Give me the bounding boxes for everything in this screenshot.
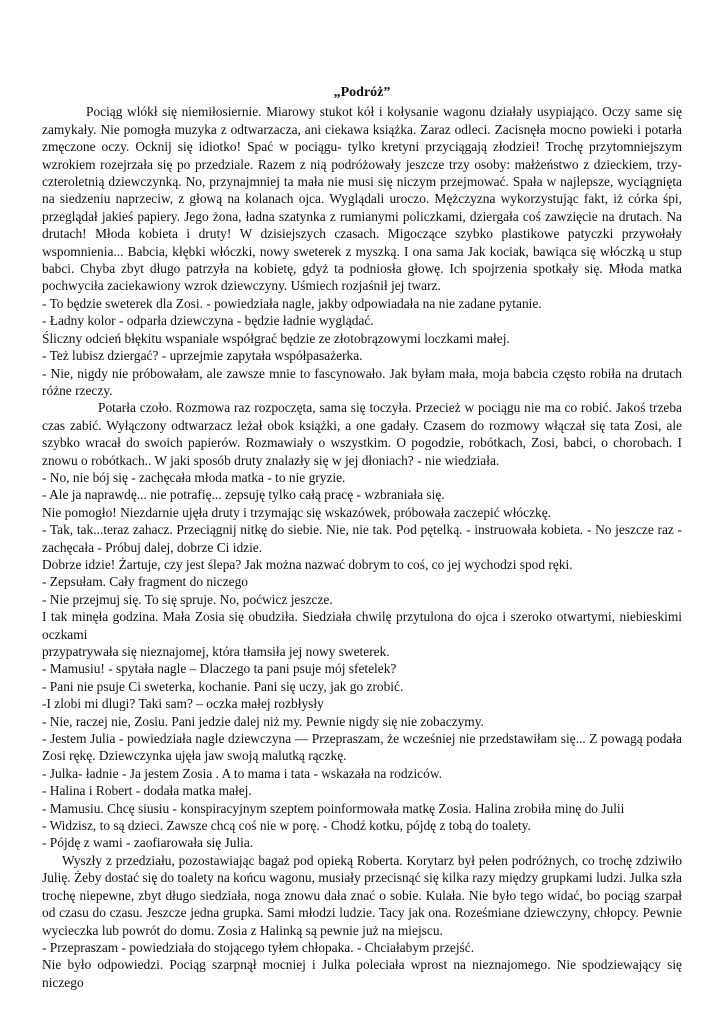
paragraph: Pociąg wlókł się niemiłosiernie. Miarowy stukot kół i kołysanie wagonu działały usypiająco. Oczy same się zamykały. Nie pomogła muzyka z odtwarzacza, ani ciekawa książka. Zaraz odleci. Zacisnęła mocno powieki i potarła zmęczone oczy. Ocknij się idiotko! Spać w pociągu- tylko kretyni przyciągają złodziei! Trochę przytomniejszym wzrokiem rozejrzała się po przedziale. Razem z nią podróżowały jeszcze trzy osoby: małżeństwo z dzieckiem, trzy-czteroletnią dziewczynką. No, przynajmniej ta mała nie musi się niczym przejmować. Spała w najlepsze, wyciągnięta na siedzeniu naprzeciw, z głową na kolanach ojca. Wyglądali uroczo. Mężczyzna wykorzystując fakt, iż córka śpi, przeglądał jakieś papiery. Jego żona, ładna szatynka z rumianymi policzkami, dziergała coś zawzięcie na drutach. Na drutach! Młoda kobieta i druty! W dzisiejszych czasach. Migoczące szybko plastikowe patyczki przywołały wspomnienia... Babcia, kłębki włóczki, nowy sweterek z myszką. I ona sama Jak kociak, bawiąca się włóczką u stup babci. Chyba zbyt długo patrzyła na kobietę, gdyż ta podniosła głowę. Ich spojrzenia spotkały się. Młoda matka pochwyciła zaciekawiony wzrok dziewczyny. Uśmiech rozjaśnił jej twarz. <box>42 104 682 294</box>
paragraph: - Ale ja naprawdę... nie potrafię... zepsuję tylko całą pracę - wzbraniała się. <box>42 487 445 503</box>
paragraph: - Widzisz, to są dzieci. Zawsze chcą coś nie w porę. - Chodź kotku, pójdę z tobą do toalety. <box>42 818 531 834</box>
paragraph: - Halina i Robert - dodała matka małej. <box>42 783 252 799</box>
paragraph: - Mamusiu. Chcę siusiu - konspiracyjnym szeptem poinformowała matkę Zosia. Halina zrobiła minę do Julii <box>42 800 625 816</box>
paragraph: - To będzie sweterek dla Zosi. - powiedziała nagle, jakby odpowiadała na nie zadane pytanie. <box>42 295 542 311</box>
paragraph: Potarła czoło. Rozmowa raz rozpoczęta, sama się toczyła. Przecież w pociągu nie ma co robić. Jakoś trzeba czas zabić. Wyłączony odtwarzacz leżał obok książki, a one gadały. Czasem do rozmowy włączał się tata Zosi, ale szybko wracał do swoich papierów. Rozmawiały o wszystkim. O pogodzie, robótkach, Zosi, babci, o chorobach. I znowu o robótkach.. W jaki sposób druty znalazły się w jej dłoniach? - nie wiedziała. <box>42 400 682 468</box>
paragraph: - Julka- ładnie - Ja jestem Zosia . A to mama i tata - wskazała na rodziców. <box>42 765 442 781</box>
paragraph: - Nie, raczej nie, Zosiu. Pani jedzie dalej niż my. Pewnie nigdy się nie zobaczymy. <box>42 713 484 729</box>
paragraph: - Mamusiu! - spytała nagle – Dlaczego ta pani psuje mój sfetelek? <box>42 661 397 677</box>
paragraph: Nie było odpowiedzi. Pociąg szarpnął mocniej i Julka poleciała wprost na nieznajomego. Nie spodziewający się niczego <box>42 957 682 990</box>
paragraph: - Jestem Julia - powiedziała nagle dziewczyna — Przepraszam, że wcześniej nie przedstawiłam się... Z powagą podała Zosi rękę. Dziewczynka ujęła jaw swoją malutką rączkę. <box>42 731 682 764</box>
paragraph: - Przepraszam - powiedziała do stojącego tyłem chłopaka. - Chciałabym przejść. <box>42 939 475 955</box>
paragraph: - Pójdę z wami - zaofiarowała się Julia. <box>42 835 254 851</box>
paragraph: - Pani nie psuje Ci sweterka, kochanie. Pani się uczy, jak go zrobić. <box>42 678 404 694</box>
paragraph: Nie pomogło! Niezdarnie ujęła druty i trzymając się wskazówek, próbowała zaczepić włóczkę. <box>42 504 552 520</box>
paragraph: - Też lubisz dziergać? - uprzejmie zapytała współpasażerka. <box>42 348 363 364</box>
paragraph: - Zepsułam. Cały fragment do niczego <box>42 574 248 590</box>
paragraph: -I zlobi mi dlugi? Taki sam? – oczka małej rozbłysły <box>42 696 324 712</box>
paragraph: Dobrze idzie! Żartuje, czy jest ślepa? Jak można nazwać dobrym to coś, co jej wychodzi spod ręki. <box>42 556 573 572</box>
paragraph: - Tak, tak...teraz zahacz. Przeciągnij nitkę do siebie. Nie, nie tak. Pod pętelką. - instruowała kobieta. - No jeszcze raz - zachęcała - Próbuj dalej, dobrze Ci idzie. <box>42 522 682 555</box>
paragraph: przypatrywała się nieznajomej, która tłamsiła jej nowy sweterek. <box>42 644 390 659</box>
document-title: „Podróż” <box>333 85 391 100</box>
document-page <box>42 84 682 991</box>
paragraph: - Nie przejmuj się. To się spruje. No, poćwicz jeszcze. <box>42 591 333 607</box>
paragraph: - Nie, nigdy nie próbowałam, ale zawsze mnie to fascynowało. Jak byłam mała, moja babcia często robiła na drutach różne rzeczy. <box>42 365 682 398</box>
paragraph: - No, nie bój się - zachęcała młoda matka - to nie gryzie. <box>42 469 346 485</box>
paragraph: Śliczny odcień błękitu wspaniale współgrać będzie ze złotobrązowymi loczkami małej. <box>42 330 510 346</box>
paragraph: I tak minęła godzina. Mała Zosia się obudziła. Siedziała chwilę przytulona do ojca i szeroko otwartymi, niebieskimi oczkami <box>42 609 682 642</box>
paragraph: - Ładny kolor - odparła dziewczyna - będzie ładnie wyglądać. <box>42 313 374 329</box>
paragraph: Wyszły z przedziału, pozostawiając bagaż pod opieką Roberta. Korytarz był pełen podróżnych, co trochę zdziwiło Julię. Żeby dostać się do toalety na końcu wagonu, musiały przecisnąć się kilka razy między grupkami ludzi. Julka szła trochę niepewne, zbyt długo siedziała, noga znowu dała znać o sobie. Kulała. Nie było tego widać, bo pociąg szarpał od czasu do czasu. Jeszcze jedna grupka. Sami młodzi ludzie. Tacy jak ona. Roześmiane dziewczyny, chłopcy. Pewnie wycieczka lub powrót do domu. Zosia z Halinką są pewnie już na miejscu. <box>42 852 682 938</box>
